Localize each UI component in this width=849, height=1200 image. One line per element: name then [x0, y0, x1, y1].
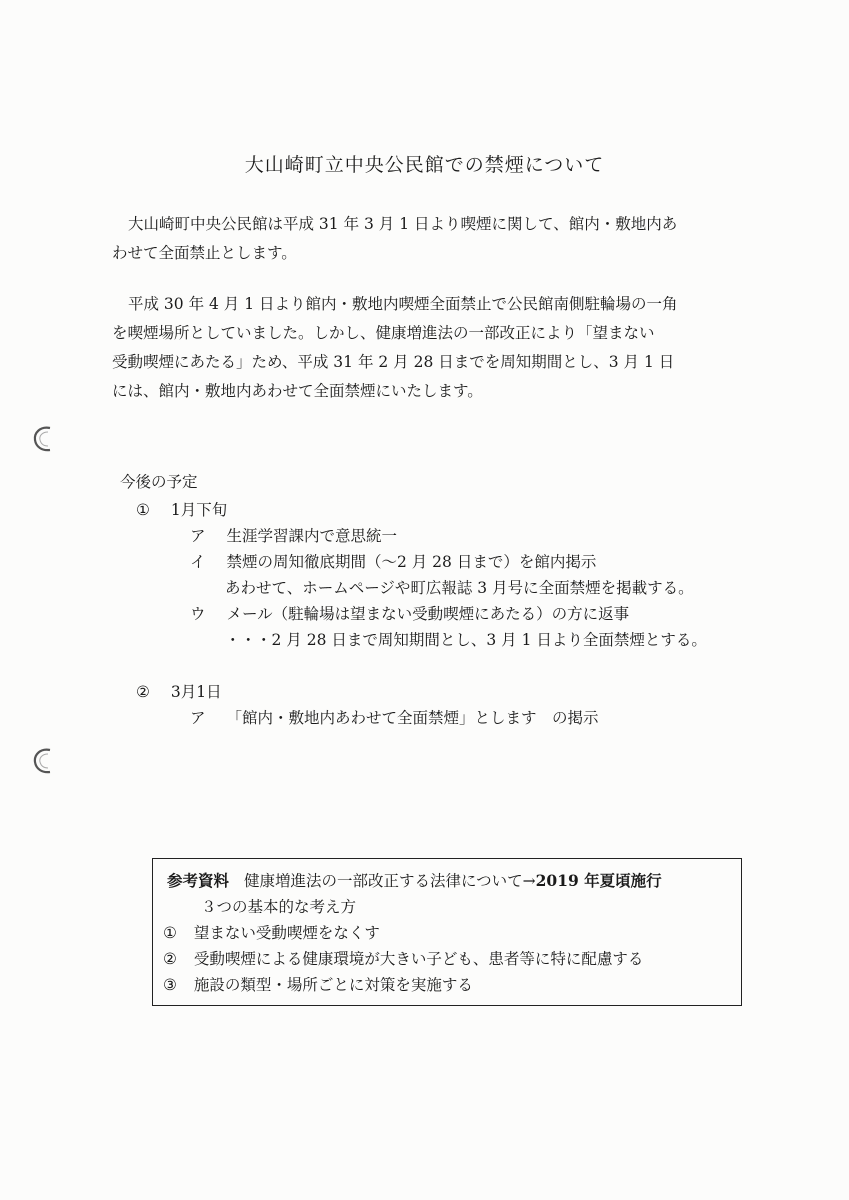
reference-box — [152, 858, 742, 1006]
point-number: ① — [163, 924, 177, 942]
subitem-continuation: ・・・2 月 28 日まで周知期間とし、3 月 1 日より全面禁煙とする。 — [225, 631, 707, 649]
paragraph-line: を喫煙場所としていました。しかし、健康増進法の一部改正により「望まない — [112, 324, 655, 342]
point-number: ③ — [163, 976, 177, 994]
subitem-kana: ア — [190, 709, 206, 727]
item-date: 3月1日 — [170, 683, 222, 701]
schedule-heading: 今後の予定 — [120, 473, 198, 491]
schedule-subitem-a — [190, 524, 397, 546]
reference-point — [163, 921, 380, 943]
subitem-text: メール（駐輪場は望まない受動喫煙にあたる）の方に返事 — [226, 605, 630, 623]
paragraph-line: わせて全面禁止とします。 — [112, 244, 297, 262]
paragraph-line: 受動喫煙にあたる」ため、平成 31 年 2 月 28 日までを周知期間とし、3 月 1 日 — [112, 353, 675, 371]
page-title: 大山崎町立中央公民館での禁煙について — [244, 154, 605, 176]
paragraph-line: 大山崎町中央公民館は平成 31 年 3 月 1 日より喫煙に関して、館内・敷地内あ — [128, 215, 678, 233]
reference-title-line — [167, 869, 662, 891]
point-text: 受動喫煙による健康環境が大きい子ども、患者等に特に配慮する — [193, 950, 644, 968]
item-number: ② — [136, 683, 150, 701]
point-text: 望まない受動喫煙をなくす — [193, 924, 380, 942]
reference-text: 健康増進法の一部改正する法律について→ — [243, 872, 536, 890]
paragraph-line: には、館内・敷地内あわせて全面禁煙にいたします。 — [112, 382, 483, 400]
subitem-text: 禁煙の周知徹底期間（〜2 月 28 日まで）を館内掲示 — [226, 553, 597, 571]
point-text: 施設の類型・場所ごとに対策を実施する — [193, 976, 473, 994]
schedule-item-1 — [136, 498, 227, 520]
subitem-text: 生涯学習課内で意思統一 — [226, 527, 397, 545]
reference-label: 参考資料 — [167, 871, 230, 890]
paragraph-1 — [112, 210, 732, 268]
subitem-text: 「館内・敷地内あわせて全面禁煙」とします の掲示 — [226, 709, 599, 727]
item-number: ① — [136, 501, 150, 519]
subitem-kana: ア — [190, 527, 206, 545]
punch-hole-icon — [30, 746, 56, 776]
reference-effective: 2019 年夏頃施行 — [535, 871, 662, 890]
paragraph-line: 平成 30 年 4 月 1 日より館内・敷地内喫煙全面禁止で公民館南側駐輪場の一角 — [128, 295, 678, 313]
schedule-subitem-a — [190, 706, 598, 728]
point-number: ② — [163, 950, 177, 968]
schedule-subitem-i — [190, 550, 596, 572]
item-date: 1月下旬 — [170, 501, 228, 519]
schedule-item-2 — [136, 680, 222, 702]
paragraph-2 — [112, 290, 732, 406]
subitem-kana: イ — [190, 553, 206, 571]
subitem-continuation: あわせて、ホームページや町広報誌 3 月号に全面禁煙を掲載する。 — [225, 579, 694, 597]
subitem-kana: ウ — [190, 605, 206, 623]
reference-subheading: ３つの基本的な考え方 — [201, 898, 357, 916]
reference-point — [163, 947, 643, 969]
reference-point — [163, 973, 473, 995]
schedule-subitem-u — [190, 602, 629, 624]
punch-hole-icon — [30, 424, 56, 454]
